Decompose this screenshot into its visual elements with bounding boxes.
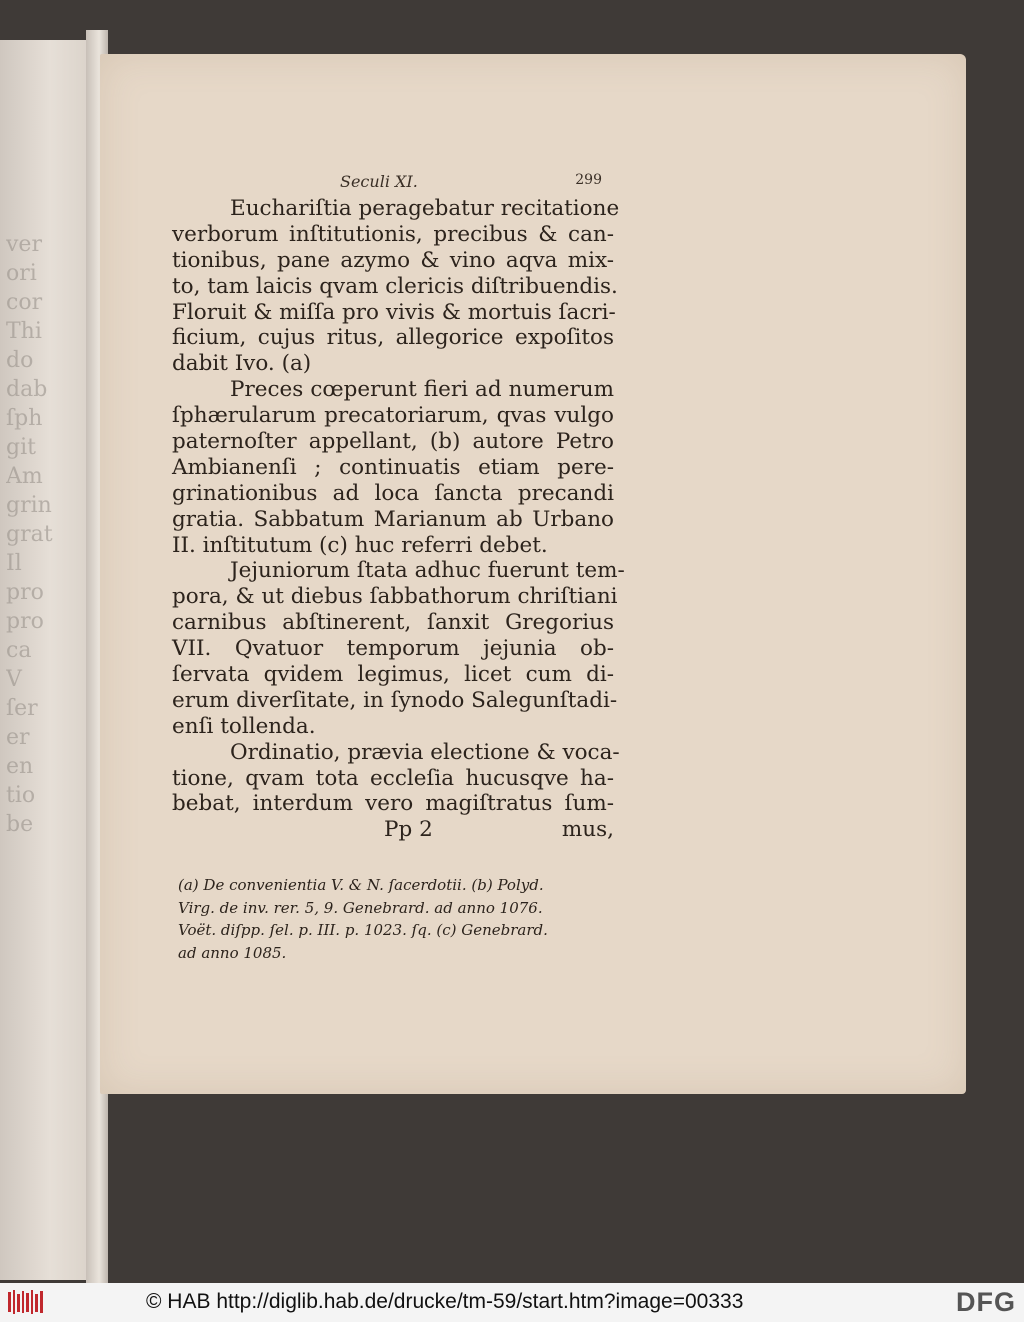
text-line: paternoſter appellant, (b) autore Petro (172, 429, 614, 455)
text-line: Preces cœperunt fieri ad numerum (230, 377, 614, 403)
text-line: gratia. Sabbatum Marianum ab Urbano (172, 506, 614, 532)
footnote-line: ad anno 1085. (178, 944, 287, 963)
facing-page-fragment: er (6, 725, 30, 750)
facing-page-fragment: be (6, 812, 34, 837)
facing-page-fragment: ori (6, 261, 37, 286)
viewer-footer (0, 1283, 1024, 1322)
text-line: ſervata qvidem legimus, licet cum di- (172, 662, 614, 688)
facing-page-fragment: pro (6, 609, 44, 634)
text-line: II. inſtitutum (c) huc referri debet. (172, 532, 548, 558)
facing-page-text (6, 230, 96, 839)
text-line: bebat, interdum vero magiſtratus ſum- (172, 791, 614, 817)
facing-page-fragment: Il (6, 551, 22, 576)
text-line: pora, & ut diebus ſabbathorum chriſtiani (172, 584, 618, 610)
footnote-line: Virg. de inv. rer. 5, 9. Genebrard. ad anno 1076. (178, 898, 543, 917)
facing-page-fragment: dab (6, 377, 48, 402)
footnote-line: (a) De convenientia V. & N. ſacerdotii. (b) Polyd. (178, 876, 544, 894)
facing-page-fragment: ſer (6, 696, 38, 721)
facing-page-fragment: Am (6, 464, 43, 489)
text-line: verborum inſtitutionis, precibus & can- (172, 221, 614, 247)
text-line: Jejuniorum ſtata adhuc fuerunt tem- (230, 558, 625, 584)
text-line: tionibus, pane azymo & vino aqva mix- (172, 247, 614, 273)
facing-page-fragment: grin (6, 493, 52, 518)
dfg-logo: DFG (956, 1287, 1016, 1317)
signature-mark: Pp 2 (384, 817, 433, 843)
text-line: tione, qvam tota eccleſia hucusqve ha- (172, 765, 614, 791)
facing-page-fragment: en (6, 754, 34, 779)
facing-page-fragment: cor (6, 290, 43, 315)
footnotes (178, 874, 618, 965)
text-line: dabit Ivo. (a) (172, 351, 312, 377)
signature-line (172, 817, 614, 843)
text-line: ſphærularum precatoriarum, qvas vulgo (172, 403, 614, 429)
text-line: ficium, cujus ritus, allegorice expoſitos (172, 325, 614, 351)
footnote-line: Voët. diſpp. ſel. p. III. p. 1023. ſq. (c) Genebrard. (178, 921, 548, 940)
facing-page-edge (0, 40, 100, 1280)
text-line: Ambianenſi ; continuatis etiam pere- (172, 454, 614, 480)
text-line: Euchariſtia peragebatur recitatione (230, 196, 620, 221)
text-line: Floruit & miſſa pro vivis & mortuis ſacri- (172, 299, 616, 325)
body-text (172, 196, 625, 843)
text-line: carnibus abſtinerent, ſanxit Gregorius (172, 610, 614, 636)
facing-page-fragment: pro (6, 580, 44, 605)
catchword: mus, (561, 817, 614, 843)
running-head (340, 172, 602, 194)
text-line: VII. Qvatuor temporum jejunia ob- (172, 636, 614, 662)
page-number: 299 (575, 172, 602, 188)
text-line: erum diverſitate, in ſynodo Salegunſtadi- (172, 687, 618, 713)
facing-page-fragment: Thi (6, 319, 42, 344)
running-head-title: Seculi XI. (340, 172, 418, 191)
text-line: grinationibus ad loca ſancta precandi (172, 480, 614, 506)
facing-page-fragment: ſph (6, 406, 43, 431)
facing-page-fragment: grat (6, 522, 53, 547)
text-line: Ordinatio, prævia electione & voca- (230, 739, 620, 765)
facing-page-fragment: ver (6, 232, 42, 257)
hab-logo-icon (6, 1288, 46, 1316)
facing-page-fragment: ca (6, 638, 32, 663)
copyright-link[interactable]: © HAB http://diglib.hab.de/drucke/tm-59/start.htm?image=00333 (146, 1290, 744, 1313)
facing-page-fragment: tio (6, 783, 36, 808)
facing-page-fragment: git (6, 435, 36, 460)
text-line: to, tam laicis qvam clericis diſtribuendis. (172, 273, 618, 299)
text-line: enſi tollenda. (172, 713, 316, 739)
facing-page-fragment: V (6, 667, 22, 692)
facing-page-fragment: do (6, 348, 34, 373)
